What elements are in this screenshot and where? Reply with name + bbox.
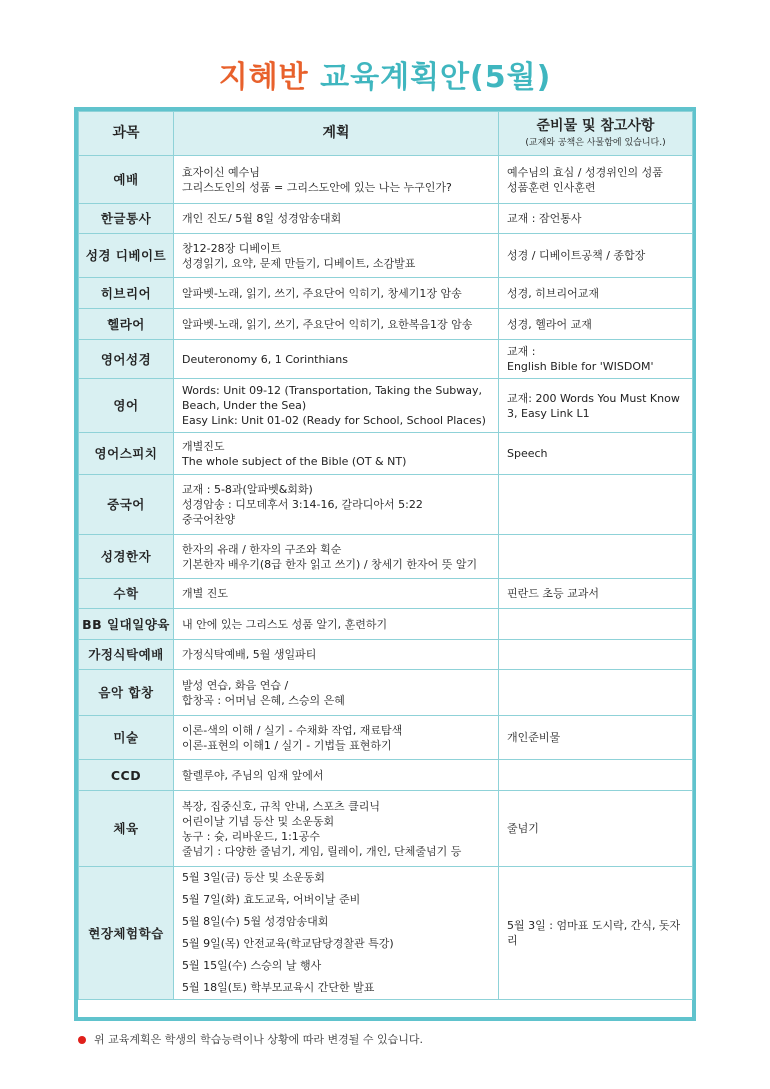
plan-line: 이론-색의 이해 / 실기 - 수채화 작업, 재료탐색 <box>182 723 403 737</box>
materials-line: 교재: 200 Words You Must Know 3, Easy Link L1 <box>507 391 680 420</box>
subject-cell: 중국어 <box>79 475 174 535</box>
plan-cell <box>174 760 499 791</box>
bullet-icon <box>78 1036 86 1044</box>
materials-line: 성경 / 디베이트공책 / 종합장 <box>507 249 646 262</box>
materials-cell <box>499 791 693 867</box>
materials-line: English Bible for 'WISDOM' <box>507 360 654 373</box>
plan-line: 5월 8일(수) 5월 성경암송대회 <box>182 915 329 928</box>
table-row <box>79 579 693 609</box>
subject-cell: 히브리어 <box>79 278 174 309</box>
plan-cell <box>174 791 499 867</box>
subject-cell: 성경 디베이트 <box>79 234 174 278</box>
table-row <box>79 278 693 309</box>
materials-cell <box>499 670 693 716</box>
plan-line: 창12-28장 디베이트 <box>182 241 282 255</box>
materials-line: 핀란드 초등 교과서 <box>507 587 600 600</box>
plan-line: 어린이날 기념 등산 및 소운동회 <box>182 814 335 828</box>
subject-cell: BB 일대일양육 <box>79 609 174 640</box>
materials-line: 성품훈련 인사훈련 <box>507 180 596 194</box>
materials-line: 성경, 헬라어 교재 <box>507 317 592 331</box>
header-row <box>79 112 693 156</box>
plan-line: 5월 18일(토) 학부모교육시 간단한 발표 <box>182 981 375 994</box>
plan-line: 5월 7일(화) 효도교육, 어버이날 준비 <box>182 893 361 906</box>
title-plan: 교육계획안(5월) <box>320 60 552 95</box>
table-row <box>79 433 693 475</box>
plan-line: 개별 진도 <box>182 587 229 600</box>
materials-cell <box>499 278 693 309</box>
subject-cell: 영어성경 <box>79 340 174 379</box>
plan-line: Words: Unit 09-12 (Transportation, Taking the Subway, Beach, Under the Sea) <box>182 384 483 412</box>
plan-line: 가정식탁예배, 5월 생일파티 <box>182 648 317 661</box>
plan-cell <box>174 716 499 760</box>
table-row <box>79 379 693 433</box>
materials-cell <box>499 867 693 1000</box>
plan-line: 이론-표현의 이해1 / 실기 - 기법들 표현하기 <box>182 738 392 752</box>
page-title <box>0 52 770 96</box>
plan-line: 알파벳-노래, 읽기, 쓰기, 주요단어 익히기, 요한복음1장 암송 <box>182 317 473 331</box>
subject-cell: 수학 <box>79 579 174 609</box>
plan-line: 그리스도인의 성품 = 그리스도안에 있는 나는 누구인가? <box>182 180 452 194</box>
subject-cell: 예배 <box>79 156 174 204</box>
header-subject: 과목 <box>79 112 174 156</box>
materials-cell <box>499 640 693 670</box>
subject-cell: 헬라어 <box>79 309 174 340</box>
subject-cell: 음악 합창 <box>79 670 174 716</box>
plan-line: 중국어찬양 <box>182 513 236 526</box>
materials-cell <box>499 379 693 433</box>
table-row <box>79 309 693 340</box>
plan-cell <box>174 278 499 309</box>
plan-line: 5월 15일(수) 스승의 날 행사 <box>182 959 322 972</box>
plan-line: 효자이신 예수님 <box>182 165 260 179</box>
materials-cell <box>499 475 693 535</box>
plan-cell <box>174 640 499 670</box>
plan-line: 줄넘기 : 다양한 줄넘기, 게임, 릴레이, 개인, 단체줄넘기 등 <box>182 844 462 858</box>
plan-cell <box>174 433 499 475</box>
plan-line: The whole subject of the Bible (OT & NT) <box>182 454 407 468</box>
materials-line: Speech <box>507 447 548 460</box>
materials-line: 교재 : <box>507 345 536 358</box>
plan-line: Deuteronomy 6, 1 Corinthians <box>182 352 348 366</box>
plan-line: 기본한자 배우기(8급 한자 읽고 쓰기) / 창세기 한자어 뜻 알기 <box>182 557 478 571</box>
materials-line: 성경, 히브리어교재 <box>507 286 600 300</box>
plan-cell <box>174 156 499 204</box>
materials-line: 개인준비물 <box>507 731 561 744</box>
footnote-text: 위 교육계획은 학생의 학습능력이나 상황에 따라 변경될 수 있습니다. <box>94 1033 423 1046</box>
materials-cell <box>499 433 693 475</box>
subject-cell: 영어 <box>79 379 174 433</box>
subject-cell: 현장체험학습 <box>79 867 174 1000</box>
plan-cell <box>174 475 499 535</box>
table-row <box>79 156 693 204</box>
plan-cell <box>174 579 499 609</box>
table-row <box>79 609 693 640</box>
table-row <box>79 234 693 278</box>
plan-cell <box>174 204 499 234</box>
materials-line: 줄넘기 <box>507 822 539 835</box>
plan-line: 성경암송 : 디모데후서 3:14-16, 갈라디아서 5:22 <box>182 498 423 511</box>
plan-cell <box>174 379 499 433</box>
plan-cell <box>174 867 499 1000</box>
plan-cell <box>174 234 499 278</box>
table-row <box>79 791 693 867</box>
materials-cell <box>499 760 693 791</box>
materials-cell <box>499 579 693 609</box>
plan-line: Easy Link: Unit 01-02 (Ready for School, School Places) <box>182 414 486 427</box>
plan-line: 복장, 집중신호, 규칙 안내, 스포츠 클리닉 <box>182 799 380 813</box>
plan-line: 내 안에 있는 그리스도 성품 알기, 훈련하기 <box>182 617 388 631</box>
table-row <box>79 204 693 234</box>
materials-cell <box>499 716 693 760</box>
plan-line: 교재 : 5-8과(알파벳&회화) <box>182 483 313 496</box>
plan-line: 발성 연습, 화음 연습 / <box>182 678 289 692</box>
table-row <box>79 475 693 535</box>
plan-line: 5월 3일(금) 등산 및 소운동회 <box>182 871 325 884</box>
subject-cell: 성경한자 <box>79 535 174 579</box>
table-body <box>79 156 693 1000</box>
subject-cell: 가정식탁예배 <box>79 640 174 670</box>
plan-line: 성경읽기, 요약, 문제 만들기, 디베이트, 소감발표 <box>182 256 416 270</box>
plan-cell <box>174 340 499 379</box>
table-row <box>79 867 693 1000</box>
subject-cell: CCD <box>79 760 174 791</box>
plan-cell <box>174 309 499 340</box>
plan-line: 한자의 유래 / 한자의 구조와 획순 <box>182 542 342 556</box>
title-class-name: 지혜반 <box>218 60 309 95</box>
plan-line: 합창곡 : 어머님 은혜, 스승의 은혜 <box>182 693 345 707</box>
materials-cell <box>499 234 693 278</box>
plan-line: 5월 9일(목) 안전교육(학교담당경찰관 특강) <box>182 937 394 950</box>
plan-cell <box>174 609 499 640</box>
plan-line: 농구 : 슛, 리바운드, 1:1공수 <box>182 829 321 843</box>
plan-line: 개별진도 <box>182 439 225 453</box>
table-row <box>79 760 693 791</box>
table-row <box>79 716 693 760</box>
subject-cell: 영어스피치 <box>79 433 174 475</box>
plan-table <box>78 111 693 1000</box>
plan-line: 할렐루야, 주님의 임재 앞에서 <box>182 768 324 782</box>
table-row <box>79 535 693 579</box>
header-materials <box>499 112 693 156</box>
subject-cell: 미술 <box>79 716 174 760</box>
plan-line: 알파벳-노래, 읽기, 쓰기, 주요단어 익히기, 창세기1장 암송 <box>182 286 462 300</box>
table-row <box>79 670 693 716</box>
materials-cell <box>499 535 693 579</box>
table-row <box>79 340 693 379</box>
header-materials-label: 준비물 및 참고사항 <box>536 117 655 134</box>
plan-line: 개인 진도/ 5월 8일 성경암송대회 <box>182 212 342 225</box>
plan-cell <box>174 670 499 716</box>
subject-cell: 한글통사 <box>79 204 174 234</box>
materials-cell <box>499 340 693 379</box>
materials-cell <box>499 204 693 234</box>
plan-cell <box>174 535 499 579</box>
materials-cell <box>499 609 693 640</box>
table-row <box>79 640 693 670</box>
materials-cell <box>499 309 693 340</box>
materials-line: 교재 : 잠언통사 <box>507 212 582 225</box>
materials-line: 5월 3일 : 엄마표 도시락, 간식, 돗자리 <box>507 919 681 947</box>
footnote <box>78 1031 423 1047</box>
subject-cell: 체육 <box>79 791 174 867</box>
materials-cell <box>499 156 693 204</box>
materials-line: 예수님의 효심 / 성경위인의 성품 <box>507 165 663 179</box>
header-plan: 계획 <box>174 112 499 156</box>
header-materials-note: (교재와 공책은 사물함에 있습니다.) <box>525 137 666 148</box>
